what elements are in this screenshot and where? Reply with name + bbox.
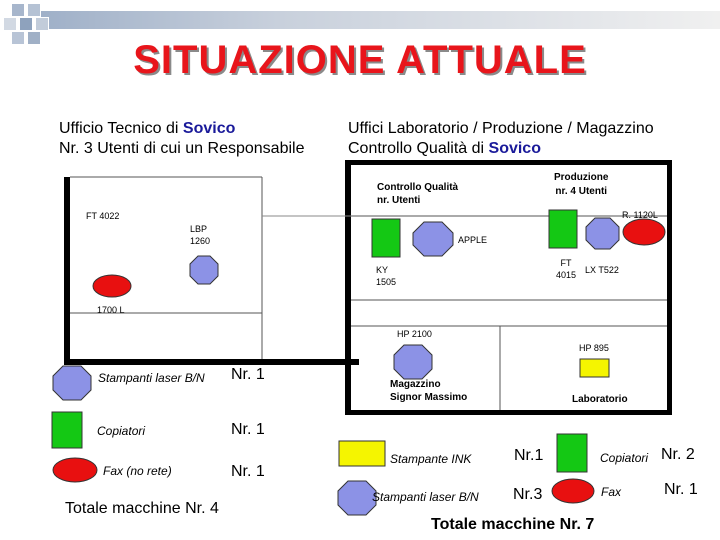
hp895-label: HP 895 [579, 343, 609, 353]
labs-site: Sovico [488, 140, 541, 157]
ft-label: FT 4015 [556, 258, 577, 280]
legend-laser-count: Nr. 1 [231, 366, 265, 383]
ft4022-label: FT 4022 [86, 211, 120, 221]
office-info: Ufficio Tecnico di Sovico Nr. 3 Utenti di cui un Responsabile [59, 120, 305, 157]
office-site: Sovico [182, 120, 236, 137]
ky-label: KY 1505 [376, 265, 397, 287]
produzione-label: Produzione nr. 4 Utenti [554, 172, 609, 197]
legend-copier-right-count: Nr. 2 [661, 446, 695, 463]
legend-copier-count: Nr. 1 [231, 421, 265, 438]
laboratorio-label: Laboratorio [572, 394, 628, 405]
legend-copier-label: Copiatori [97, 424, 146, 438]
copier-icon [549, 210, 577, 248]
legend-fax-right-label: Fax [601, 485, 622, 499]
copier-icon [557, 434, 587, 472]
office-users: Nr. 3 Utenti di cui un Responsabile [59, 140, 305, 157]
legend-laser-label: Stampanti laser B/N [98, 371, 205, 385]
laser-printer-icon [53, 366, 91, 400]
legend-ink-label: Stampante INK [390, 452, 472, 466]
wall-right [667, 160, 672, 415]
labs-info: Uffici Laboratorio / Produzione / Magazzino Controllo Qualità di Sovico [348, 120, 654, 157]
laser-printer-icon [338, 481, 376, 515]
r1120l-label: R. 1120L [622, 210, 658, 220]
legend-fax-label: Fax (no rete) [103, 464, 172, 478]
legend-fax-count: Nr. 1 [231, 463, 265, 480]
l1700-label: 1700 L [97, 305, 125, 315]
wall-mid-vertical [345, 160, 351, 415]
copier-icon [52, 412, 82, 448]
hp2100-printer-icon [394, 345, 432, 379]
total-left: Totale macchine Nr. 4 [65, 500, 219, 517]
labs-title: Uffici Laboratorio / Produzione / Magazzino [348, 120, 654, 137]
apple-printer-icon [413, 222, 453, 256]
page-title: SITUAZIONE ATTUALE [133, 38, 587, 82]
apple-label: APPLE [458, 235, 488, 245]
wall-bottom-right [345, 410, 672, 415]
wall-top [345, 160, 672, 165]
legend-ink-count: Nr.1 [514, 447, 544, 464]
legend-laser-right-count: Nr.3 [513, 486, 543, 503]
total-right: Totale macchine Nr. 7 [431, 516, 595, 533]
ink-printer-icon [339, 441, 385, 466]
fax-icon [552, 479, 594, 503]
lbp-label: LBP 1260 [190, 224, 211, 246]
controllo-label: Controllo Qualità nr. Utenti [377, 182, 459, 206]
lx-label: LX T522 [585, 265, 619, 275]
r1120l-printer-icon [586, 218, 619, 249]
fax-icon [623, 219, 665, 245]
legend-copier-right-label: Copiatori [600, 451, 649, 465]
copier-icon [372, 219, 400, 257]
magazzino-label: Magazzino Signor Massimo [390, 379, 468, 403]
ink-printer-icon [580, 359, 609, 377]
hp2100-label: HP 2100 [397, 329, 432, 339]
legend-fax-right-count: Nr. 1 [664, 481, 698, 498]
fax-icon [53, 458, 97, 482]
legend-laser-right-label: Stampanti laser B/N [372, 490, 479, 504]
legend-left-shapes [0, 0, 340, 540]
